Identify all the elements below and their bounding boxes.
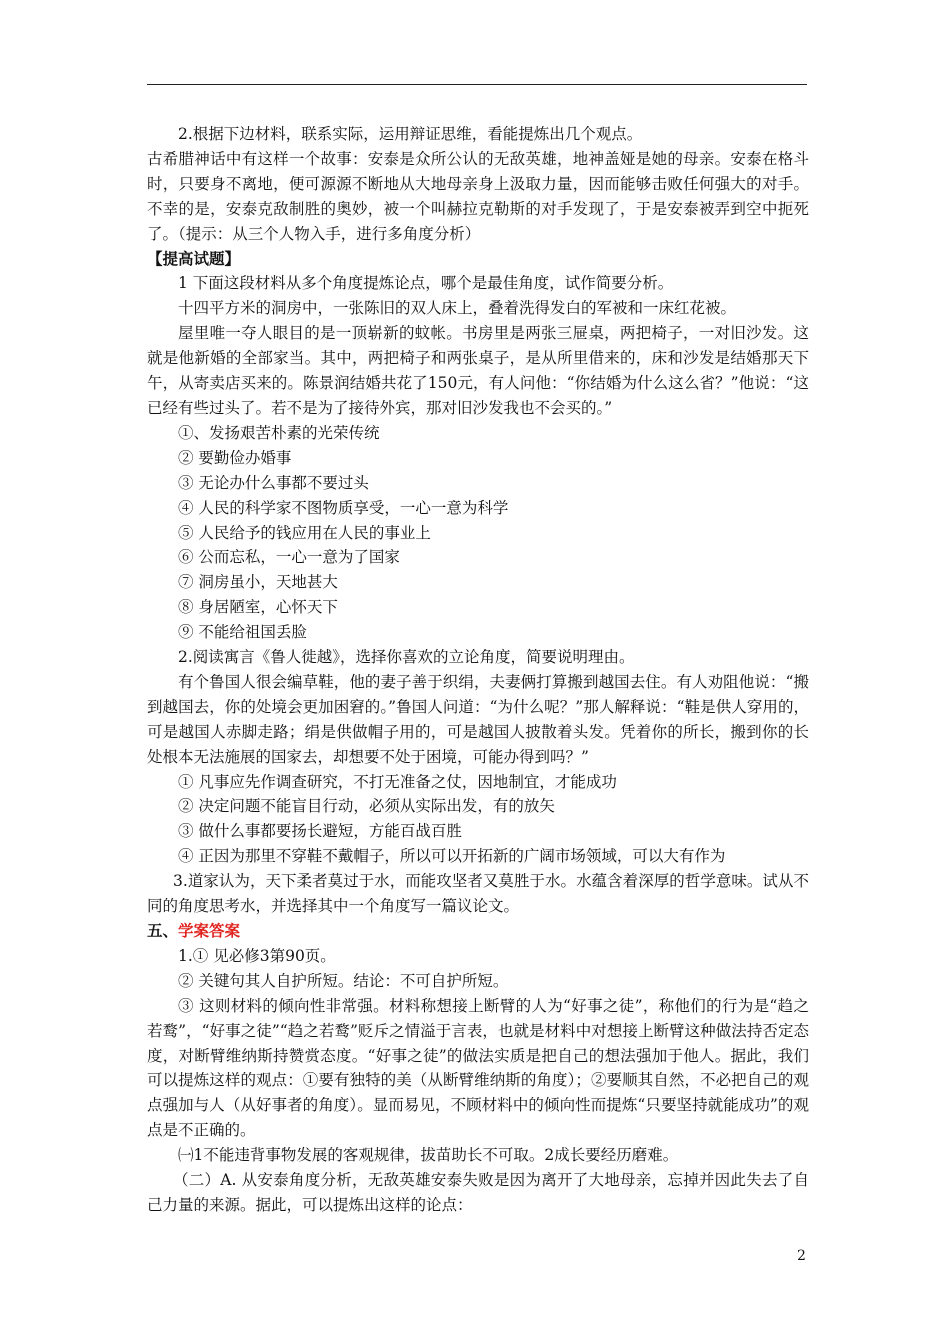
advanced-heading: 【提高试题】	[147, 248, 241, 268]
advanced-q2-option: ② 决定问题不能盲目行动，必须从实际出发，有的放矢	[178, 797, 555, 816]
page-content	[147, 122, 809, 1218]
advanced-q1-option: ⑥ 公而忘私，一心一意为了国家	[178, 548, 400, 567]
advanced-q1-option: ①、发扬艰苦朴素的光荣传统	[178, 423, 380, 442]
answers-heading	[147, 919, 809, 944]
advanced-q1-option: ② 要勤俭办婚事	[178, 448, 292, 467]
advanced-q1-para1: 十四平方米的洞房中，一张陈旧的双人床上，叠着洗得发白的军被和一床红花被。	[178, 299, 737, 318]
header-rule	[147, 84, 807, 85]
advanced-q2-prompt: 2.阅读寓言《鲁人徙越》，选择你喜欢的立论角度，简要说明理由。	[178, 648, 635, 667]
advanced-q1-option: ④ 人民的科学家不图物质享受，一心一意为科学	[178, 498, 509, 517]
answer-5: （二）A. 从安泰角度分析，无敌英雄安泰失败是因为离开了大地母亲，忘掉并因此失去了自己力量的来源。据此，可以提炼出这样的论点：	[147, 1171, 809, 1214]
answer-4: ㈠1不能违背事物发展的客观规律，拔苗助长不可取。2成长要经历磨难。	[178, 1146, 679, 1165]
advanced-q3-prompt: 3.道家认为，天下柔者莫过于水，而能攻坚者又莫胜于水。水蕴含着深厚的哲学意味。试从不同的角度思考水，并选择其中一个角度写一篇议论文。	[147, 872, 809, 916]
advanced-q1-prompt: 1 下面这段材料从多个角度提炼论点，哪个是最佳角度，试作简要分析。	[178, 274, 674, 293]
answer-2: ② 关键句其人自护所短。结论：不可自护所短。	[178, 971, 509, 990]
advanced-q2-option: ① 凡事应先作调查研究，不打无准备之仗，因地制宜，才能成功	[178, 772, 617, 791]
question-2-prompt: 2.根据下边材料，联系实际，运用辩证思维，看能提炼出几个观点。	[178, 125, 643, 143]
advanced-q2-story: 有个鲁国人很会编草鞋，他的妻子善于织绢，夫妻俩打算搬到越国去住。有人劝阻他说：“搬到越国去，你的处境会更加困窘的。”鲁国人问道：“为什么呢？”那人解释说：“鞋是供人穿用的，可是越国人赤脚走路；绢是供做帽子用的，可是越国人披散着头发。凭着你的所长，搬到你的长处根本无法施展的国家去，却想要不处于困境，可能办得到吗？”	[147, 672, 809, 766]
advanced-q1-option: ⑦ 洞房虽小，天地甚大	[178, 573, 338, 592]
advanced-q2-option: ③ 做什么事都要扬长避短，方能百战百胜	[178, 822, 462, 841]
answer-3: ③ 这则材料的倾向性非常强。材料称想接上断臂的人为“好事之徒”，称他们的行为是“趋之若鹜”，“好事之徒”“趋之若鹜”贬斥之情溢于言表，也就是材料中对想接上断臂这种做法持否定态度，对断臂维纳斯持赞赏态度。“好事之徒”的做法实质是把自己的想法强加于他人。据此，我们可以提炼这样的观点：①要有独特的美（从断臂维纳斯的角度）；②要顺其自然，不必把自己的观点强加与人（从好事者的角度）。显而易见，不顾材料中的倾向性而提炼“只要坚持就能成功”的观点是不正确的。	[147, 996, 809, 1140]
advanced-q1-option: ⑧ 身居陋室，心怀天下	[178, 598, 338, 617]
advanced-q1-option: ⑨ 不能给祖国丢脸	[178, 623, 307, 642]
advanced-q1-para2: 屋里唯一夺人眼目的是一顶崭新的蚊帐。书房里是两张三屉桌，两把椅子，一对旧沙发。这就是他新婚的全部家当。其中，两把椅子和两张桌子，是从所里借来的，床和沙发是结婚那天下午，从寄卖店买来的。陈景润结婚共花了150元，有人问他：“你结婚为什么这么省？”他说：“这已经有些过头了。若不是为了接待外宾，那对旧沙发我也不会买的。”	[147, 324, 809, 417]
advanced-q1-option: ③ 无论办什么事都不要过头	[178, 473, 369, 492]
answers-section-number: 五、	[147, 921, 179, 940]
answers-section-title: 学案答案	[178, 921, 241, 940]
answer-1: 1.① 见必修3第90页。	[178, 946, 336, 965]
page-number: 2	[797, 1248, 806, 1264]
advanced-q2-option: ④ 正因为那里不穿鞋不戴帽子，所以可以开拓新的广阔市场领域，可以大有作为	[178, 847, 726, 866]
advanced-q1-option: ⑤ 人民给予的钱应用在人民的事业上	[178, 523, 431, 542]
question-2-material: 古希腊神话中有这样一个故事：安泰是众所公认的无敌英雄，地神盖娅是她的母亲。安泰在格斗时，只要身不离地，便可源源不断地从大地母亲身上汲取力量，因而能够击败任何强大的对手。不幸的是，安泰克敌制胜的奥妙，被一个叫赫拉克勒斯的对手发现了，于是安泰被弄到空中扼死了。（提示：从三个人物入手，进行多角度分析）	[147, 149, 809, 243]
